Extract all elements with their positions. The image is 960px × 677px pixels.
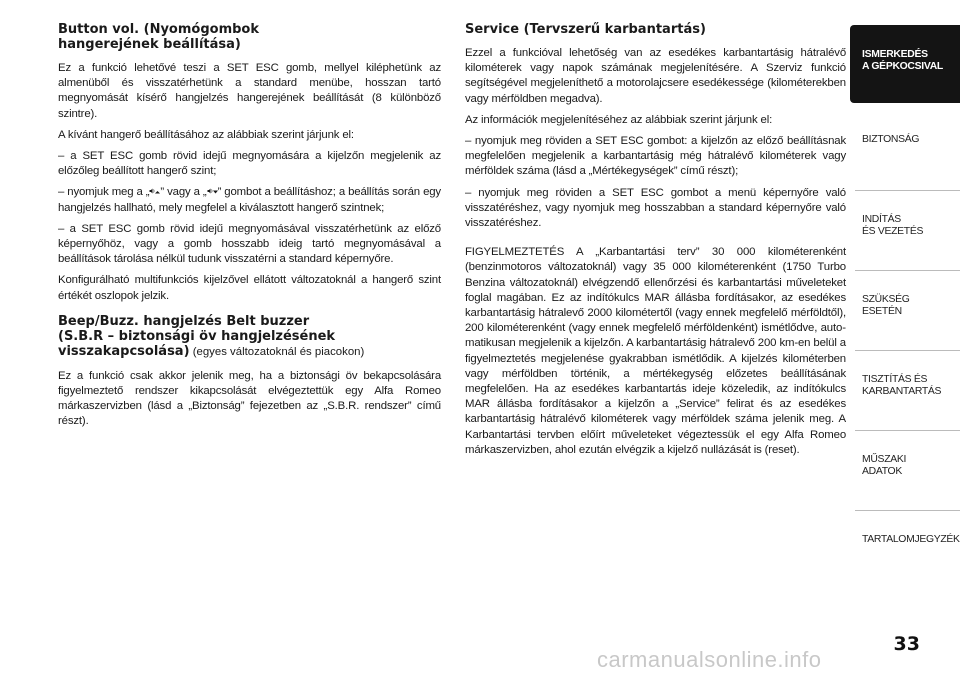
tab-tartalomjegyzek[interactable] <box>850 525 960 577</box>
left-column <box>58 22 441 436</box>
page-number: 33 <box>893 633 920 655</box>
tab-szukseg[interactable] <box>850 285 960 337</box>
tab-ismerkedes[interactable] <box>850 25 960 103</box>
tab-label: SZÜKSÉG <box>862 294 910 305</box>
tab-inditas[interactable] <box>850 205 960 257</box>
text-fragment: ” gombot a beállításhoz; a beállítás során egy hangjelzés hallható, mely megfelel a kiválasztott hangerő szintnek; <box>58 186 441 214</box>
heading-note: (egyes változatoknál és piacokon) <box>189 345 365 358</box>
paragraph-with-icons <box>58 185 441 215</box>
warning-paragraph: FIGYELMEZTETÉS A „Karbantartási terv” 30 000 kilométerenként (benzinmotoros változatoknál) vagy 35 000 kilométerenként (1750 Turbo Benzina változatoknál) elvégzendő ellenőrzési és karbantartási műveleteket foglal magában. Ez az indítókulcs MAR állásba fordításakor, az esedékes karbantartásig hátralevő 2000 kilométertől (vagy ennek megfelelő mérföldtől), 200 kilométerenként (vagy ennek megfelelő mérföldenként) ismétlődve, automatikusan megjelenik a kijelzőn. A karbantartásig hátralevő 200 km-en belül a figyelmeztetés megjelenése gyakrabban ismétlődik. A kijelzés kilométerben vagy mérföldben történik, a mértékegység előzetes beállításának megfelelően. Ha az esedékes karbantartás ideje közeledik, az indítókulcs MAR állásba fordításakor a kijelzőn a „Service” felirat és az esedékes karbantartásig hátralévő kilométerek vagy mérföldek száma jelenik meg. A Karbantartási tervben előírt műveleteket végeztessük el egy Alfa Romeo márkaszervizben, ahol ezután elvégzik a kijelző nullázását is (reset). <box>465 246 846 456</box>
paragraph: – nyomjuk meg röviden a SET ESC gombot a menü képernyőre való visszatéréshez, vagy nyomjuk meg hosszabban a standard képernyőre való visszatéréshez. <box>465 186 846 230</box>
paragraph: Konfigurálható multifunkciós kijelzővel ellátott változatoknál a hangerő szint értékét oszlopok jelzik. <box>58 274 441 302</box>
heading-line: Button vol. (Nyomógombok <box>58 22 259 37</box>
heading-line: hangerejének beállítása) <box>58 37 241 52</box>
section-heading-beep-buzz <box>58 314 441 360</box>
paragraph: Ez a funkció csak akkor jelenik meg, ha a biztonsági öv bekapcsolására figyelmeztető rendszer kikapcsolását elvégeztettük egy Alfa Romeo márkaszervizben (lásd a „Biztonság” fejezetben az „S.B.R. rendszer” című részt). <box>58 369 441 428</box>
tab-label: ADATOK <box>862 466 902 477</box>
tab-label: BIZTONSÁG <box>862 134 920 145</box>
heading-line: visszakapcsolása) <box>58 343 190 359</box>
tab-label: MŰSZAKI <box>862 454 907 465</box>
paragraph: A kívánt hangerő beállításához az alábbiak szerint járjunk el: <box>58 128 354 141</box>
tab-label: KARBANTARTÁS <box>862 386 942 397</box>
tab-label: ISMERKEDÉS <box>862 49 928 60</box>
section-heading-button-vol <box>58 22 441 52</box>
heading-line: (S.B.R – biztonsági öv hangjelzésének <box>58 328 336 344</box>
tab-label: ESETÉN <box>862 306 902 317</box>
paragraph: Ez a funkció lehetővé teszi a SET ESC gomb, mellyel kiléphetünk az almenüből és visszatérhetünk a standard menübe, hosszan tartó megnyomását kísérő hangjelzés hangerejének beállítását (8 különböző szintre). <box>58 62 441 120</box>
tab-label: A GÉPKOCSIVAL <box>862 61 943 72</box>
right-column <box>465 22 846 464</box>
volume-up-icon <box>149 186 160 196</box>
paragraph: Az információk megjelenítéséhez az alábbiak szerint járjunk el: <box>465 113 773 126</box>
paragraph: – nyomjuk meg röviden a SET ESC gombot: a kijelzőn az előző beállításnak megfelelően megjelenik a karbantartásig még hátralévő kilométerek vagy mérföldek száma (lásd a „Mértékegységek” című részt); <box>465 135 846 178</box>
text-fragment: – nyomjuk meg a „ <box>58 186 150 199</box>
tab-label: INDÍTÁS <box>862 214 901 225</box>
volume-down-icon <box>207 186 218 196</box>
paragraph: Ezzel a funkcióval lehetőség van az esedékes karbantartásig hátralévő kilométerek vagy napok számának megjelenítésére. A Szerviz funkció segítségével megjeleníthető a motorolajcsere esedékessége (kilométerekben vagy mérföldben megadva). <box>465 47 846 105</box>
tab-label: ÉS VEZETÉS <box>862 226 924 237</box>
tab-tisztitas[interactable] <box>850 365 960 417</box>
heading-line: Beep/Buzz. hangjelzés Belt buzzer <box>58 313 310 329</box>
section-heading-service: Service (Tervszerű karbantartás) <box>465 22 706 37</box>
tab-muszaki[interactable] <box>850 445 960 497</box>
paragraph: – a SET ESC gomb rövid idejű megnyomására a kijelzőn megjelenik az előzőleg beállított hangerő szint; <box>58 150 441 178</box>
text-fragment: ” vagy a „ <box>160 186 207 199</box>
paragraph: – a SET ESC gomb rövid idejű megnyomásával visszatérhetünk az előző képernyőhöz, vagy a gomb hosszabb ideig tartó megnyomásával a beállítások tárolása nélkül tudunk visszatérni a standard képernyőre. <box>58 222 441 266</box>
tab-label: TARTALOMJEGYZÉK <box>862 534 960 545</box>
tab-biztonsag[interactable] <box>850 125 960 177</box>
watermark: carmanualsonline.info <box>597 647 822 672</box>
chapter-sidebar <box>850 25 960 605</box>
tab-label: TISZTÍTÁS ÉS <box>862 374 928 385</box>
